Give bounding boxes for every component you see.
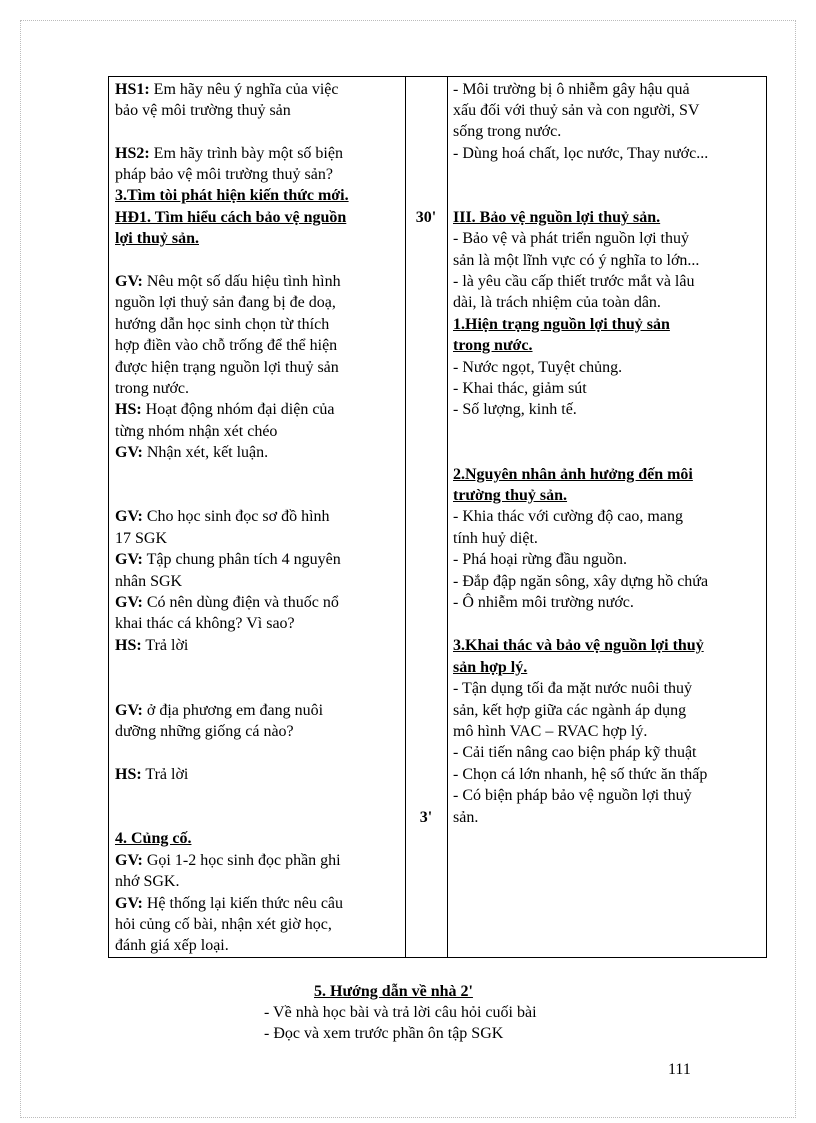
content-line: - Số lượng, kinh tế. bbox=[453, 401, 577, 418]
activity-line: HS: Trả lời bbox=[115, 766, 189, 783]
content-line: - Môi trường bị ô nhiễm gây hậu quả bbox=[453, 81, 690, 98]
activity-line: HS1: Em hãy nêu ý nghĩa của việc bbox=[115, 81, 339, 98]
subheading-3-cont: sản hợp lý. bbox=[453, 659, 528, 676]
content-line: sống trong nước. bbox=[453, 123, 562, 140]
subheading-2-cont: trường thuỷ sản. bbox=[453, 487, 568, 504]
activity-line: hỏi củng cố bài, nhận xét giờ học, bbox=[115, 916, 332, 933]
time-mark: 30' bbox=[415, 209, 437, 226]
subheading-2: 2.Nguyên nhân ảnh hưởng đến môi bbox=[453, 466, 693, 483]
content-line: sản. bbox=[453, 809, 479, 826]
content-line: - Khai thác, giảm sút bbox=[453, 380, 587, 397]
content-line: - Dùng hoá chất, lọc nước, Thay nước... bbox=[453, 145, 709, 162]
activity-line: HS2: Em hãy trình bày một số biện bbox=[115, 145, 343, 162]
content-line: - Bảo vệ và phát triển nguồn lợi thuỷ bbox=[453, 230, 689, 247]
content-line: - Phá hoại rừng đầu nguồn. bbox=[453, 551, 627, 568]
page-number: 111 bbox=[668, 1061, 691, 1078]
content-line: sản, kết hợp giữa các ngành áp dụng bbox=[453, 702, 687, 719]
activity-line: HS: Trả lời bbox=[115, 637, 189, 654]
activity-line: GV: Tập chung phân tích 4 nguyên bbox=[115, 551, 341, 568]
content-line: - Khia thác với cường độ cao, mang bbox=[453, 508, 683, 525]
activity-heading-hd1: HĐ1. Tìm hiểu cách bảo vệ nguồn bbox=[115, 209, 347, 226]
content-line: tính huỷ diệt. bbox=[453, 530, 538, 547]
activity-line: nhớ SGK. bbox=[115, 873, 180, 890]
activity-line: được hiện trạng nguồn lợi thuỷ sản bbox=[115, 359, 339, 376]
activity-line: GV: Nêu một số dấu hiệu tình hình bbox=[115, 273, 341, 290]
content-line: - Chọn cá lớn nhanh, hệ số thức ăn thấp bbox=[453, 766, 708, 783]
section-heading-iii: III. Bảo vệ nguồn lợi thuỷ sản. bbox=[453, 209, 661, 226]
content-line: - là yêu cầu cấp thiết trước mắt và lâu bbox=[453, 273, 695, 290]
subheading-3: 3.Khai thác và bảo vệ nguồn lợi thuỷ bbox=[453, 637, 704, 654]
activity-line: GV: Cho học sinh đọc sơ đồ hình bbox=[115, 508, 330, 525]
activity-line: khai thác cá không? Vì sao? bbox=[115, 615, 295, 632]
activity-line: GV: ở địa phương em đang nuôi bbox=[115, 702, 324, 719]
activity-line: nguồn lợi thuỷ sản đang bị đe doạ, bbox=[115, 294, 336, 311]
content-line: - Có biện pháp bảo vệ nguồn lợi thuỷ bbox=[453, 787, 692, 804]
activity-heading-hd1-cont: lợi thuỷ sản. bbox=[115, 230, 199, 247]
lesson-table bbox=[108, 76, 767, 958]
section-heading-4: 4. Củng cố. bbox=[115, 830, 192, 847]
content-line: - Cải tiến nâng cao biện pháp kỹ thuật bbox=[453, 744, 697, 761]
activity-line: đánh giá xếp loại. bbox=[115, 937, 229, 954]
activity-line: dưỡng những giống cá nào? bbox=[115, 723, 294, 740]
subheading-1-cont: trong nước. bbox=[453, 337, 533, 354]
content-line: mô hình VAC – RVAC hợp lý. bbox=[453, 723, 648, 740]
activity-line: GV: Hệ thống lại kiến thức nêu câu bbox=[115, 895, 344, 912]
subheading-1: 1.Hiện trạng nguồn lợi thuỷ sản bbox=[453, 316, 670, 333]
content-line: - Tận dụng tối đa mặt nước nuôi thuỷ bbox=[453, 680, 693, 697]
activity-line: bảo vệ môi trường thuỷ sản bbox=[115, 102, 291, 119]
activity-line: HS: Hoạt động nhóm đại diện của bbox=[115, 401, 335, 418]
content-line: sản là một lĩnh vực có ý nghĩa to lớn... bbox=[453, 252, 700, 269]
activity-line: GV: Nhận xét, kết luận. bbox=[115, 444, 269, 461]
activity-line: GV: Có nên dùng điện và thuốc nổ bbox=[115, 594, 339, 611]
section-heading-3: 3.Tìm tòi phát hiện kiến thức mới. bbox=[115, 187, 349, 204]
column-divider-2 bbox=[447, 77, 448, 957]
content-line: - Nước ngọt, Tuyệt chủng. bbox=[453, 359, 623, 376]
content-line: xấu đối với thuỷ sản và con người, SV bbox=[453, 102, 700, 119]
time-mark: 3' bbox=[419, 809, 433, 826]
activity-line: hướng dẫn học sinh chọn từ thích bbox=[115, 316, 330, 333]
activity-line: nhân SGK bbox=[115, 573, 183, 590]
content-line: - Đắp đập ngăn sông, xây dựng hồ chứa bbox=[453, 573, 709, 590]
activity-line: trong nước. bbox=[115, 380, 190, 397]
activity-line: 17 SGK bbox=[115, 530, 168, 547]
activity-line: hợp điền vào chỗ trống để thể hiện bbox=[115, 337, 338, 354]
content-line: dài, là trách nhiệm của toàn dân. bbox=[453, 294, 661, 311]
content-line: - Ô nhiễm môi trường nước. bbox=[453, 594, 634, 611]
activity-line: từng nhóm nhận xét chéo bbox=[115, 423, 278, 440]
homework-title: 5. Hướng dẫn về nhà 2' bbox=[314, 983, 473, 1000]
activity-line: pháp bảo vệ môi trường thuỷ sản? bbox=[115, 166, 333, 183]
homework-item: - Về nhà học bài và trả lời câu hỏi cuối bài bbox=[264, 1004, 537, 1021]
activity-line: GV: Gọi 1-2 học sinh đọc phần ghi bbox=[115, 852, 341, 869]
homework-item: - Đọc và xem trước phần ôn tập SGK bbox=[264, 1025, 504, 1042]
